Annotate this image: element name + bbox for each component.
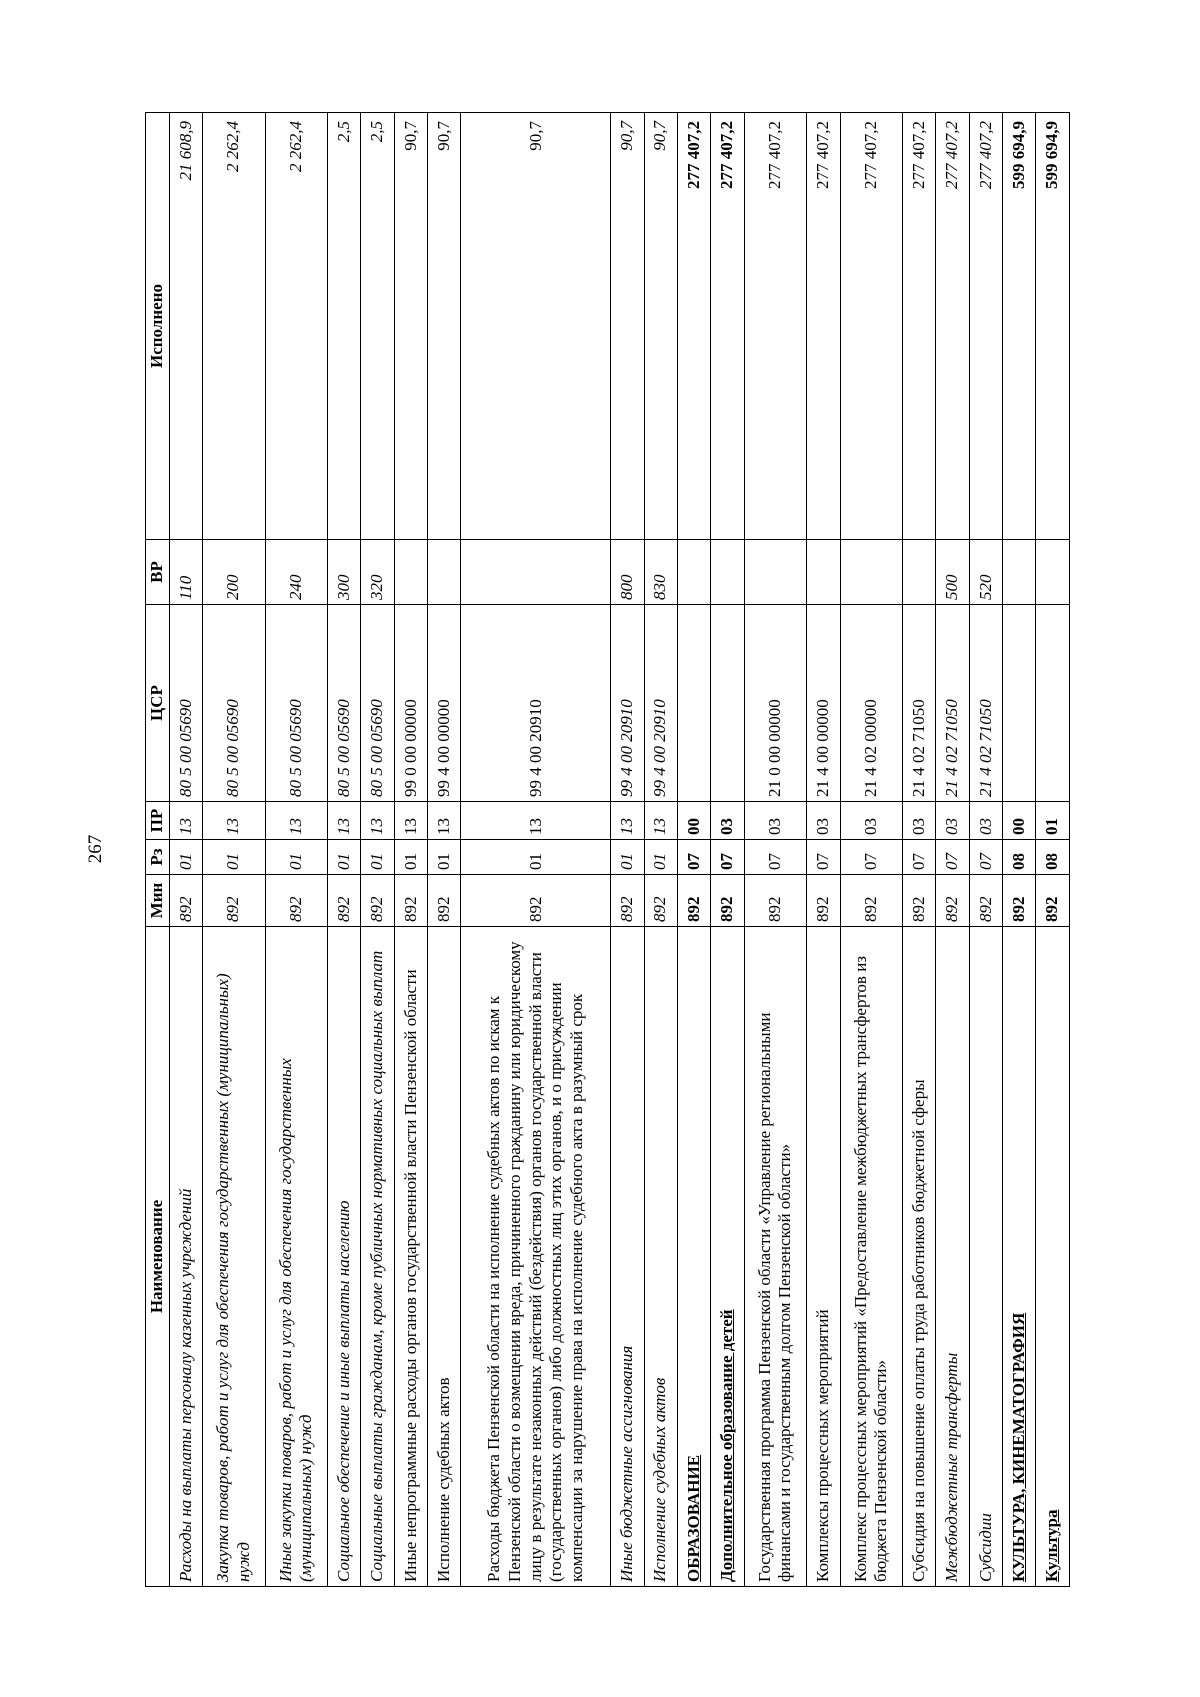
cell-csr: 80 5 00 05690 xyxy=(361,605,394,802)
cell-rz: 07 xyxy=(678,840,711,875)
cell-vr xyxy=(903,540,936,605)
cell-vr: 110 xyxy=(169,540,202,605)
cell-rz: 07 xyxy=(840,840,902,875)
table-row xyxy=(644,113,677,1587)
cell-isp: 90,7 xyxy=(461,113,611,540)
cell-rz: 01 xyxy=(428,840,461,875)
cell-name: Субсидии xyxy=(969,927,1002,1587)
cell-pr: 00 xyxy=(1003,802,1036,840)
cell-name: Дополнительное образование детей xyxy=(711,927,744,1587)
cell-isp: 277 407,2 xyxy=(678,113,711,540)
cell-vr xyxy=(1003,540,1036,605)
cell-pr: 03 xyxy=(969,802,1002,840)
cell-pr: 03 xyxy=(744,802,806,840)
cell-csr: 99 4 00 20910 xyxy=(611,605,644,802)
table-body xyxy=(169,113,1069,1587)
cell-min: 892 xyxy=(361,875,394,927)
budget-table xyxy=(145,112,1070,1587)
table-row xyxy=(678,113,711,1587)
cell-vr xyxy=(1036,540,1070,605)
cell-isp: 277 407,2 xyxy=(744,113,806,540)
cell-name: Иные закупки товаров, работ и услуг для обеспечения государственных (муниципальных) нужд xyxy=(265,927,327,1587)
table-row xyxy=(1003,113,1036,1587)
cell-name: ОБРАЗОВАНИЕ xyxy=(678,927,711,1587)
cell-csr: 99 4 00 00000 xyxy=(428,605,461,802)
table-row xyxy=(903,113,936,1587)
cell-rz: 08 xyxy=(1036,840,1070,875)
cell-name: Межбюджетные трансферты xyxy=(936,927,969,1587)
cell-name: Социальное обеспечение и иные выплаты населению xyxy=(328,927,361,1587)
cell-rz: 01 xyxy=(644,840,677,875)
table-row xyxy=(744,113,806,1587)
header-isp: Исполнено xyxy=(146,113,170,540)
cell-isp: 277 407,2 xyxy=(903,113,936,540)
cell-isp: 277 407,2 xyxy=(711,113,744,540)
table-row xyxy=(969,113,1002,1587)
cell-min: 892 xyxy=(428,875,461,927)
cell-csr: 21 4 00 00000 xyxy=(807,605,840,802)
cell-vr: 200 xyxy=(203,540,265,605)
cell-name: Закупка товаров, работ и услуг для обеспечения государственных (муниципальных) нужд xyxy=(203,927,265,1587)
cell-min: 892 xyxy=(644,875,677,927)
cell-min: 892 xyxy=(394,875,427,927)
cell-pr: 13 xyxy=(611,802,644,840)
cell-min: 892 xyxy=(203,875,265,927)
cell-csr: 99 4 00 20910 xyxy=(461,605,611,802)
cell-vr: 500 xyxy=(936,540,969,605)
cell-min: 892 xyxy=(678,875,711,927)
cell-isp: 2 262,4 xyxy=(265,113,327,540)
cell-pr: 01 xyxy=(1036,802,1070,840)
cell-vr xyxy=(744,540,806,605)
table-row xyxy=(936,113,969,1587)
cell-pr: 03 xyxy=(936,802,969,840)
cell-min: 892 xyxy=(840,875,902,927)
table-row xyxy=(265,113,327,1587)
header-pr: ПР xyxy=(146,802,170,840)
cell-name: Иные непрограммные расходы органов государственной власти Пензенской области xyxy=(394,927,427,1587)
cell-pr: 13 xyxy=(428,802,461,840)
cell-rz: 07 xyxy=(807,840,840,875)
cell-isp: 90,7 xyxy=(394,113,427,540)
cell-min: 892 xyxy=(1003,875,1036,927)
table-row xyxy=(711,113,744,1587)
cell-pr: 03 xyxy=(840,802,902,840)
table-row xyxy=(394,113,427,1587)
cell-vr: 830 xyxy=(644,540,677,605)
cell-name: КУЛЬТУРА, КИНЕМАТОГРАФИЯ xyxy=(1003,927,1036,1587)
header-name: Наименование xyxy=(146,927,170,1587)
cell-vr xyxy=(461,540,611,605)
table-row xyxy=(203,113,265,1587)
cell-isp: 2,5 xyxy=(328,113,361,540)
cell-pr: 13 xyxy=(644,802,677,840)
cell-rz: 01 xyxy=(265,840,327,875)
cell-pr: 13 xyxy=(328,802,361,840)
cell-csr: 21 0 00 00000 xyxy=(744,605,806,802)
cell-vr xyxy=(807,540,840,605)
cell-csr: 21 4 02 71050 xyxy=(936,605,969,802)
cell-min: 892 xyxy=(711,875,744,927)
cell-isp: 90,7 xyxy=(644,113,677,540)
cell-isp: 277 407,2 xyxy=(807,113,840,540)
cell-isp: 599 694,9 xyxy=(1036,113,1070,540)
cell-name: Исполнение судебных актов xyxy=(428,927,461,1587)
cell-name: Социальные выплаты гражданам, кроме публичных нормативных социальных выплат xyxy=(361,927,394,1587)
cell-rz: 07 xyxy=(903,840,936,875)
table-row xyxy=(1036,113,1070,1587)
cell-min: 892 xyxy=(903,875,936,927)
cell-isp: 277 407,2 xyxy=(840,113,902,540)
cell-vr xyxy=(678,540,711,605)
cell-vr xyxy=(840,540,902,605)
cell-pr: 03 xyxy=(807,802,840,840)
cell-min: 892 xyxy=(807,875,840,927)
cell-pr: 13 xyxy=(203,802,265,840)
cell-name: Расходы на выплаты персоналу казенных учреждений xyxy=(169,927,202,1587)
cell-csr: 99 0 00 00000 xyxy=(394,605,427,802)
cell-isp: 90,7 xyxy=(611,113,644,540)
cell-name: Расходы бюджета Пензенской области на исполнение судебных актов по искам к Пензенской области о возмещении вреда, причиненного гражданину или юридическому лицу в результате незаконных действий (бездействия) органов государственной власти (государственных органов) либо должностных лиц этих органов, и о присуждении компенсации за нарушение права на исполнение судебного акта в разумный срок xyxy=(461,927,611,1587)
cell-csr: 80 5 00 05690 xyxy=(203,605,265,802)
header-rz: Рз xyxy=(146,840,170,875)
cell-pr: 13 xyxy=(169,802,202,840)
table-row xyxy=(361,113,394,1587)
table-row xyxy=(328,113,361,1587)
cell-vr: 800 xyxy=(611,540,644,605)
cell-csr xyxy=(678,605,711,802)
cell-csr xyxy=(1036,605,1070,802)
cell-rz: 01 xyxy=(461,840,611,875)
cell-csr xyxy=(711,605,744,802)
table-row xyxy=(169,113,202,1587)
cell-isp: 90,7 xyxy=(428,113,461,540)
cell-pr: 13 xyxy=(265,802,327,840)
header-min: Мин xyxy=(146,875,170,927)
cell-isp: 277 407,2 xyxy=(969,113,1002,540)
table-row xyxy=(461,113,611,1587)
cell-name: Комплекс процессных мероприятий «Предоставление межбюджетных трансфертов из бюджета Пензенской области» xyxy=(840,927,902,1587)
cell-name: Государственная программа Пензенской области «Управление региональными финансами и государственным долгом Пензенской области» xyxy=(744,927,806,1587)
table-row xyxy=(840,113,902,1587)
cell-rz: 07 xyxy=(711,840,744,875)
cell-csr: 21 4 02 71050 xyxy=(903,605,936,802)
cell-min: 892 xyxy=(744,875,806,927)
cell-rz: 08 xyxy=(1003,840,1036,875)
cell-min: 892 xyxy=(265,875,327,927)
cell-rz: 01 xyxy=(611,840,644,875)
page-number: 267 xyxy=(85,834,106,864)
cell-isp: 599 694,9 xyxy=(1003,113,1036,540)
cell-csr: 80 5 00 05690 xyxy=(328,605,361,802)
cell-rz: 01 xyxy=(203,840,265,875)
cell-rz: 07 xyxy=(744,840,806,875)
cell-rz: 01 xyxy=(328,840,361,875)
cell-isp: 2 262,4 xyxy=(203,113,265,540)
cell-csr: 80 5 00 05690 xyxy=(265,605,327,802)
cell-rz: 07 xyxy=(969,840,1002,875)
header-csr: ЦСР xyxy=(146,605,170,802)
table-wrapper xyxy=(145,113,1070,1587)
cell-csr: 21 4 02 71050 xyxy=(969,605,1002,802)
table-row xyxy=(611,113,644,1587)
header-vr: ВР xyxy=(146,540,170,605)
cell-rz: 01 xyxy=(394,840,427,875)
cell-min: 892 xyxy=(461,875,611,927)
cell-csr xyxy=(1003,605,1036,802)
table-row xyxy=(428,113,461,1587)
cell-pr: 03 xyxy=(903,802,936,840)
cell-name: Иные бюджетные ассигнования xyxy=(611,927,644,1587)
cell-csr: 80 5 00 05690 xyxy=(169,605,202,802)
cell-rz: 07 xyxy=(936,840,969,875)
cell-vr xyxy=(428,540,461,605)
cell-min: 892 xyxy=(169,875,202,927)
cell-isp: 277 407,2 xyxy=(936,113,969,540)
cell-pr: 13 xyxy=(461,802,611,840)
cell-min: 892 xyxy=(969,875,1002,927)
cell-vr xyxy=(394,540,427,605)
cell-pr: 13 xyxy=(394,802,427,840)
table-row xyxy=(807,113,840,1587)
cell-pr: 13 xyxy=(361,802,394,840)
cell-min: 892 xyxy=(936,875,969,927)
cell-vr xyxy=(711,540,744,605)
cell-vr: 300 xyxy=(328,540,361,605)
cell-min: 892 xyxy=(1036,875,1070,927)
cell-vr: 520 xyxy=(969,540,1002,605)
header-row xyxy=(146,113,170,1587)
cell-pr: 00 xyxy=(678,802,711,840)
cell-isp: 2,5 xyxy=(361,113,394,540)
cell-name: Культура xyxy=(1036,927,1070,1587)
cell-csr: 21 4 02 00000 xyxy=(840,605,902,802)
cell-name: Субсидия на повышение оплаты труда работников бюджетной сферы xyxy=(903,927,936,1587)
cell-vr: 320 xyxy=(361,540,394,605)
cell-rz: 01 xyxy=(169,840,202,875)
cell-name: Исполнение судебных актов xyxy=(644,927,677,1587)
cell-isp: 21 608,9 xyxy=(169,113,202,540)
cell-min: 892 xyxy=(328,875,361,927)
cell-name: Комплексы процессных мероприятий xyxy=(807,927,840,1587)
cell-vr: 240 xyxy=(265,540,327,605)
cell-rz: 01 xyxy=(361,840,394,875)
cell-min: 892 xyxy=(611,875,644,927)
cell-csr: 99 4 00 20910 xyxy=(644,605,677,802)
cell-pr: 03 xyxy=(711,802,744,840)
